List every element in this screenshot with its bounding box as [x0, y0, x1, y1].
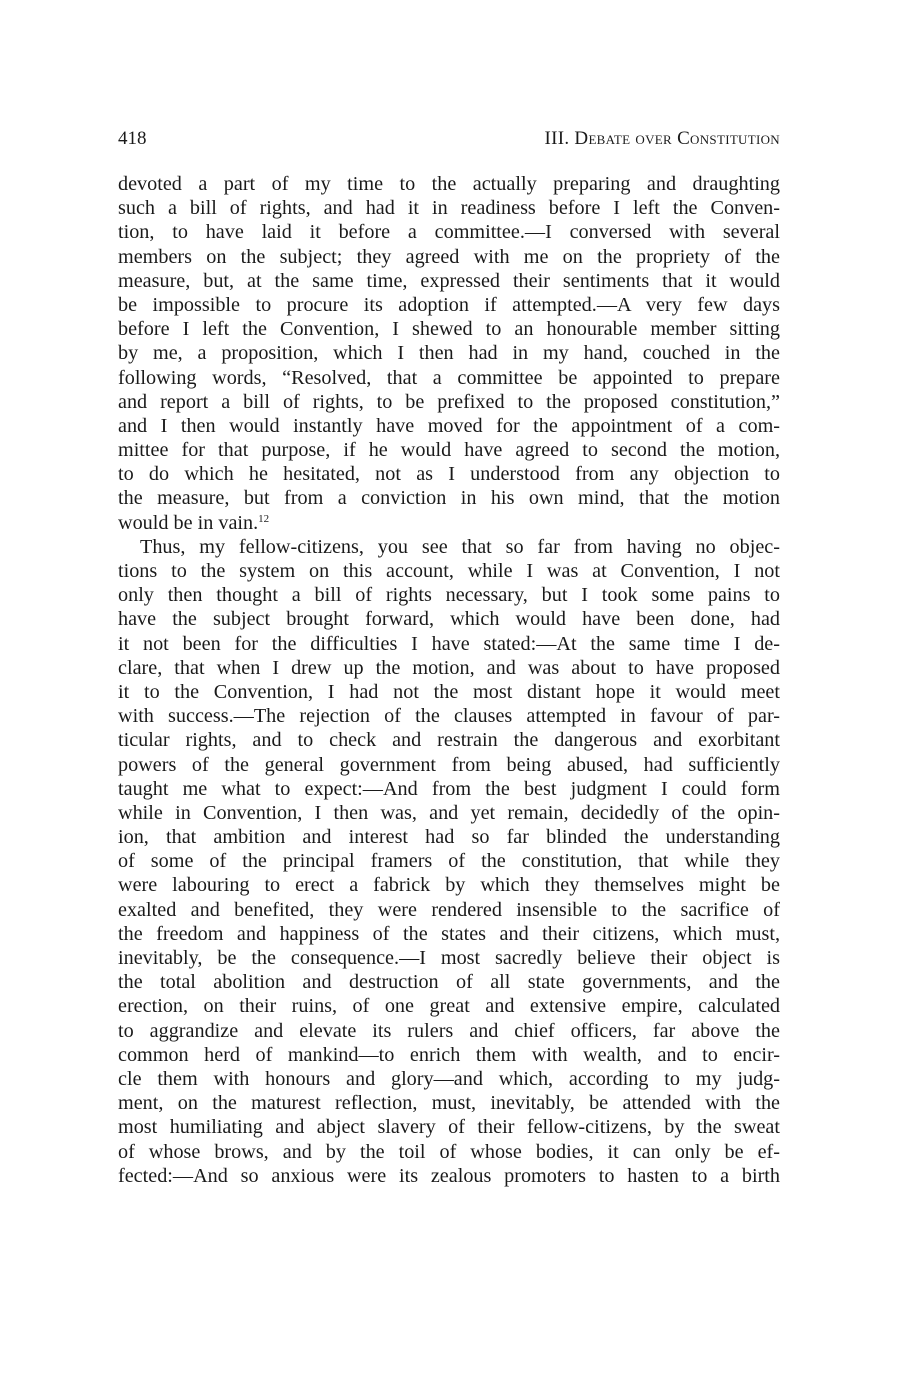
text-line: and I then would instantly have moved for the appointment of a com-	[118, 414, 780, 437]
text-line: of whose brows, and by the toil of whose bodies, it can only be ef-	[118, 1140, 780, 1163]
text-line: by me, a proposition, which I then had in my hand, couched in the	[118, 342, 780, 365]
paragraph-2	[118, 535, 780, 1188]
text-line: the measure, but from a conviction in his own mind, that the motion	[118, 487, 780, 510]
text-line: ment, on the maturest reflection, must, inevitably, be attended with the	[118, 1092, 780, 1115]
text-line: tion, to have laid it before a committee.—I conversed with several	[118, 221, 780, 244]
text-line: with success.—The rejection of the clauses attempted in favour of par-	[118, 705, 780, 728]
paragraph-1	[118, 172, 780, 535]
text-line: before I left the Convention, I shewed to an honourable member sitting	[118, 318, 780, 341]
text-line: while in Convention, I then was, and yet remain, decidedly of the opin-	[118, 801, 780, 824]
text-line: to do which he hesitated, not as I understood from any objection to	[118, 463, 780, 486]
text-line: Thus, my fellow-citizens, you see that so far from having no objec-	[140, 535, 780, 558]
text-line: have the subject brought forward, which would have been done, had	[118, 608, 780, 631]
text-line: the total abolition and destruction of all state governments, and the	[118, 971, 780, 994]
text-line: it not been for the difficulties I have stated:—At the same time I de-	[118, 632, 780, 655]
text-line: common herd of mankind—to enrich them with wealth, and to encir-	[118, 1043, 780, 1066]
text-line: taught me what to expect:—And from the best judgment I could form	[118, 777, 780, 800]
text-line: clare, that when I drew up the motion, and was about to have proposed	[118, 656, 780, 679]
text-line: powers of the general government from being abused, had sufficiently	[118, 753, 780, 776]
text-line: erection, on their ruins, of one great and extensive empire, calculated	[118, 995, 780, 1018]
text-line: most humiliating and abject slavery of their fellow-citizens, by the sweat	[118, 1116, 780, 1139]
text-line: to aggrandize and elevate its rulers and chief officers, far above the	[118, 1019, 780, 1042]
text-line: mittee for that purpose, if he would have agreed to second the motion,	[118, 439, 780, 462]
footnote-reference[interactable]: 12	[258, 512, 270, 525]
text-line: tions to the system on this account, while I was at Convention, I not	[118, 560, 780, 582]
text-line: members on the subject; they agreed with me on the propriety of the	[118, 245, 780, 268]
text-line: ticular rights, and to check and restrain the dangerous and exorbitant	[118, 729, 780, 752]
text-line: following words, “Resolved, that a committee be appointed to prepare	[118, 366, 780, 389]
page-number: 418	[118, 128, 147, 149]
running-head	[118, 128, 780, 150]
text-line-last	[118, 511, 780, 535]
text-line: devoted a part of my time to the actually preparing and draughting	[118, 173, 780, 195]
text-line: such a bill of rights, and had it in readiness before I left the Conven-	[118, 197, 780, 220]
running-title: III. Debate over Constitution	[544, 128, 780, 149]
text-line: of some of the principal framers of the constitution, that while they	[118, 850, 780, 873]
book-page	[118, 128, 780, 1188]
text-line-content: would be in vain.	[118, 511, 259, 534]
text-line: cle them with honours and glory—and which, according to my judg-	[118, 1067, 780, 1090]
text-line: ion, that ambition and interest had so far blinded the understanding	[118, 826, 780, 849]
text-line: and report a bill of rights, to be prefixed to the proposed constitution,”	[118, 390, 780, 413]
text-line: exalted and benefited, they were rendered insensible to the sacrifice of	[118, 898, 780, 921]
text-line: only then thought a bill of rights necessary, but I took some pains to	[118, 584, 780, 607]
body-text	[118, 172, 780, 1188]
text-line: it to the Convention, I had not the most distant hope it would meet	[118, 680, 780, 703]
text-line: fected:—And so anxious were its zealous promoters to hasten to a birth	[118, 1164, 780, 1187]
text-line: were labouring to erect a fabrick by which they themselves might be	[118, 874, 780, 897]
text-line: inevitably, be the consequence.—I most sacredly believe their object is	[118, 947, 780, 969]
text-line: be impossible to procure its adoption if attempted.—A very few days	[118, 293, 780, 316]
text-line: measure, but, at the same time, expressed their sentiments that it would	[118, 269, 780, 292]
text-line: the freedom and happiness of the states and their citizens, which must,	[118, 922, 780, 945]
